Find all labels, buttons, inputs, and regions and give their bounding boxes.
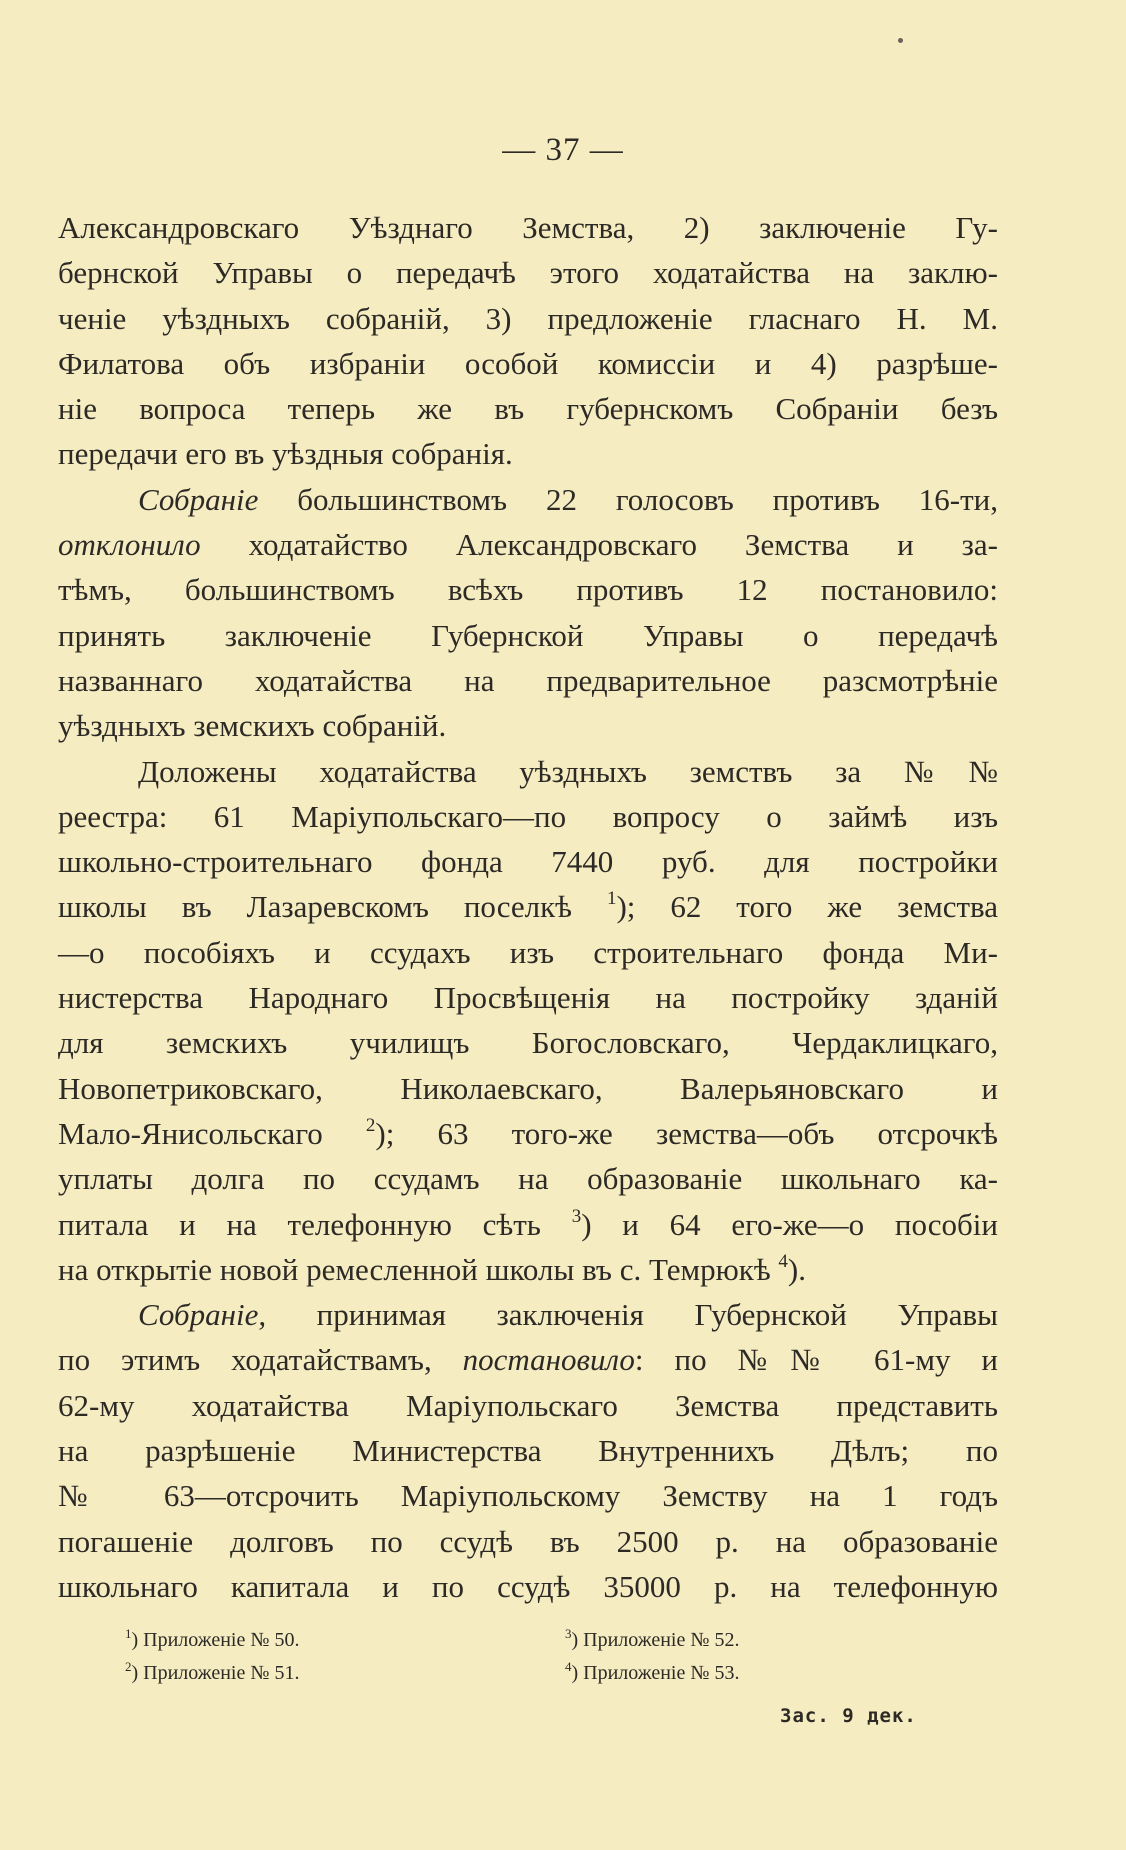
text-run: ходатайство Александровскаго Земства и за-	[200, 527, 998, 563]
text-run: питала и на телефонную сѣть	[58, 1206, 572, 1242]
text-line: для земскихъ училищъ Богословскаго, Чердаклицкаго,	[58, 1025, 998, 1061]
emphasis: Собраніе,	[138, 1297, 267, 1333]
page-number: — 37 —	[502, 132, 624, 168]
text-line: уплаты долга по ссудамъ на образованіе школьнаго ка-	[58, 1161, 998, 1197]
footnote-ref: 4	[778, 1250, 788, 1272]
footnote	[125, 1625, 299, 1655]
text-line: погашеніе долговъ по ссудѣ въ 2500 р. на образованіе	[58, 1523, 998, 1559]
footnote-ref: 1	[606, 888, 617, 910]
text-run: на открытіе новой ремесленной школы въ с. Темрюкѣ	[58, 1251, 779, 1287]
text-line: Доложены ходатайства уѣздныхъ земствъ за №№	[138, 753, 998, 789]
printer-signature: Зас. 9 дек.	[780, 1705, 917, 1727]
text-line: ніе вопроса теперь же въ губернскомъ Собраніи безъ	[58, 391, 998, 427]
text-line	[58, 1111, 998, 1156]
footnote-text: ) Приложеніе № 52.	[571, 1629, 740, 1651]
text-line: № 63—отсрочить Маріупольскому Земству на 1 годъ	[58, 1478, 998, 1514]
footnote-mark: 2	[125, 1659, 132, 1674]
text-run: : по №№ 61-му и	[634, 1342, 998, 1378]
body-text	[58, 205, 998, 1609]
text-line: принять заключеніе Губернской Управы о передачѣ	[58, 617, 998, 653]
footnote-mark: 3	[565, 1626, 572, 1641]
text-run: ).	[787, 1251, 806, 1287]
footnote	[565, 1658, 739, 1688]
text-line: уѣздныхъ земскихъ собраній.	[58, 708, 447, 744]
footnote-ref: 3	[571, 1205, 582, 1227]
text-line	[58, 1292, 998, 1337]
text-line: 62-му ходатайства Маріупольскаго Земства представить	[58, 1387, 998, 1423]
text-line	[58, 1202, 998, 1247]
footnote-mark: 4	[565, 1659, 572, 1674]
text-line	[58, 1337, 998, 1382]
text-line: названнаго ходатайства на предварительное разсмотрѣніе	[58, 662, 998, 698]
text-line	[58, 884, 998, 929]
text-line	[58, 1247, 998, 1292]
footnote-ref: 2	[365, 1114, 376, 1136]
text-line: передачи его въ уѣздныя собранія.	[58, 436, 513, 472]
text-line: школьно-строительнаго фонда 7440 руб. для постройки	[58, 844, 998, 880]
text-line: —о пособіяхъ и ссудахъ изъ строительнаго фонда Ми-	[58, 934, 998, 970]
footnote	[125, 1658, 299, 1688]
text-line: нистерства Народнаго Просвѣщенія на постройку зданій	[58, 980, 998, 1016]
footnote-mark: 1	[125, 1626, 132, 1641]
text-line	[58, 522, 998, 567]
text-run: ); 62 того же земства	[616, 889, 998, 925]
text-line: бернской Управы о передачѣ этого ходатайства на заклю-	[58, 255, 998, 291]
text-line: на разрѣшеніе Министерства Внутреннихъ Дѣлъ; по	[58, 1433, 998, 1469]
text-line: реестра: 61 Маріупольскаго—по вопросу о займѣ изъ	[58, 798, 998, 834]
text-run: большинствомъ 22 голосовъ противъ 16-ти,	[258, 481, 998, 517]
text-line: Новопетриковскаго, Николаевскаго, Валерьяновскаго и	[58, 1070, 998, 1106]
text-run: школы въ Лазаревскомъ поселкѣ	[58, 889, 607, 925]
text-run: ) и 64 его-же—о пособіи	[581, 1206, 998, 1242]
text-run: ); 63 того-же земства—объ отсрочкѣ	[375, 1115, 998, 1151]
emphasis: постановило	[462, 1342, 635, 1378]
print-speck	[898, 38, 903, 43]
text-line: Александровскаго Уѣзднаго Земства, 2) заключеніе Гу-	[58, 210, 998, 245]
text-line: Филатова объ избраніи особой комиссіи и 4) разрѣше-	[58, 345, 998, 381]
footnote-text: ) Приложеніе № 50.	[131, 1629, 300, 1651]
emphasis: Собраніе	[138, 481, 259, 517]
text-line	[58, 477, 998, 522]
text-line: ченіе уѣздныхъ собраній, 3) предложеніе гласнаго Н. М.	[58, 300, 998, 336]
text-run: принимая заключенія Губернской Управы	[266, 1297, 998, 1333]
text-line: школьнаго капитала и по ссудѣ 35000 р. на телефонную	[58, 1568, 998, 1604]
text-run: по этимъ ходатайствамъ,	[58, 1342, 463, 1378]
emphasis: отклонило	[58, 527, 201, 563]
footnote-text: ) Приложеніе № 51.	[131, 1662, 300, 1684]
footnote-text: ) Приложеніе № 53.	[571, 1662, 740, 1684]
text-line: тѣмъ, большинствомъ всѣхъ противъ 12 постановило:	[58, 572, 998, 608]
footnote	[565, 1625, 739, 1655]
text-run: Мало-Янисольскаго	[58, 1115, 366, 1151]
